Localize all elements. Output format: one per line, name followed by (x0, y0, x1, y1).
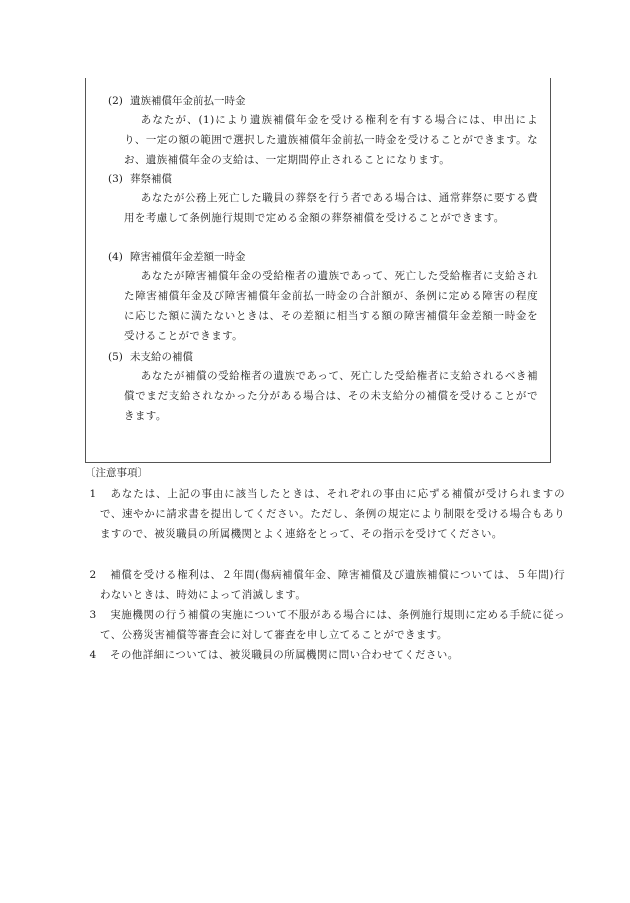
section-title-text: 障害補償年金差額一時金 (130, 251, 246, 263)
section-number: (3) (108, 173, 123, 185)
note-text: 実施機関の行う補償の実施について不服がある場合には、条例施行規則に定める手続に従って、公務災害補償等審査会に対して審査を申し立てることができます。 (100, 609, 565, 641)
notes-heading: 〔注意事項〕 (85, 467, 148, 479)
note-number: 1 (89, 488, 97, 500)
section-number: (5) (108, 351, 123, 363)
section-title-text: 遺族補償年金前払一時金 (130, 95, 246, 107)
note-text: 補償を受ける権利は、２年間(傷病補償年金、障害補償及び遺族補償については、５年間)行わないときは、時効によって消滅します。 (100, 569, 565, 601)
section-title-text: 未支給の補償 (130, 351, 193, 363)
section-title (108, 248, 538, 266)
note-item (88, 484, 565, 544)
section-unpaid-compensation (108, 348, 538, 426)
section-body: あなたが補償の受給権者の遺族であって、死亡した受給権者に支給されるべき補償でまだ支給されなかった分がある場合は、その未支給分の補償を受けることができます。 (124, 370, 538, 422)
note-number: 2 (89, 569, 97, 581)
note-text: あなたは、上記の事由に該当したときは、それぞれの事由に応ずる補償が受けられますので、速やかに請求書を提出してください。ただし、条例の規定により制限を受ける場合もありますので、被災職員の所属機関とよく連絡をとって、その指示を受けてください。 (100, 488, 565, 540)
section-title-text: 葬祭補償 (130, 173, 172, 185)
section-title (108, 92, 538, 110)
note-item (88, 565, 565, 605)
section-title (108, 170, 538, 188)
section-lump-sum-advance (108, 92, 538, 170)
note-text: その他詳細については、被災職員の所属機関に問い合わせてください。 (110, 649, 459, 661)
section-number: (4) (108, 251, 123, 263)
section-body: あなたが障害補償年金の受給権者の遺族であって、死亡した受給権者に支給された障害補償年金及び障害補償年金前払一時金の合計額が、条例に定める障害の程度に応じた額に満たないときは、その差額に相当する額の障害補償年金差額一時金を受けることができます。 (124, 270, 538, 342)
note-item (88, 605, 565, 645)
note-item (88, 645, 565, 665)
section-body: あなたが、(1)により遺族補償年金を受ける権利を有する場合には、申出により、一定の額の範囲で選択した遺族補償年金前払一時金を受けることができます。なお、遺族補償年金の支給は、一定期間停止されることになります。 (124, 114, 538, 166)
section-funeral (108, 170, 538, 228)
section-disability-difference (108, 248, 538, 346)
note-number: 3 (89, 609, 97, 621)
section-number: (2) (108, 95, 123, 107)
section-body: あなたが公務上死亡した職員の葬祭を行う者である場合は、通常葬祭に要する費用を考慮して条例施行規則で定める金額の葬祭補償を受けることができます。 (124, 192, 538, 224)
note-number: 4 (89, 649, 97, 661)
section-title (108, 348, 538, 366)
